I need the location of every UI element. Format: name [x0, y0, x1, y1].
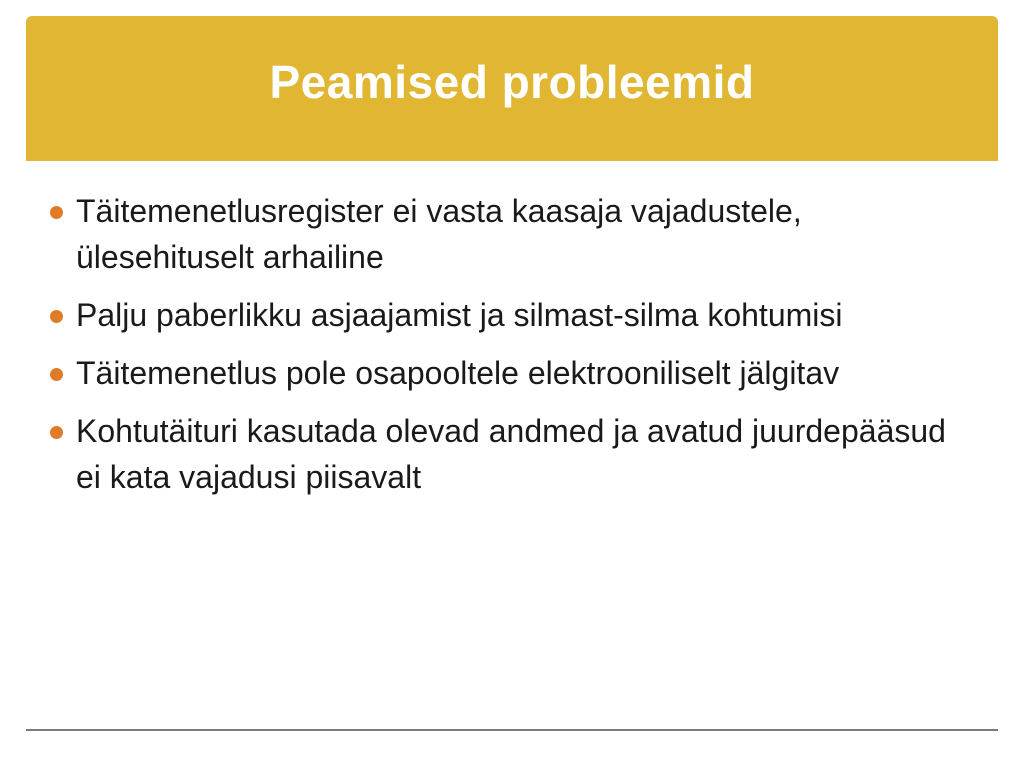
bullet-text: Kohtutäituri kasutada olevad andmed ja avatud juurdepääsud ei kata vajadusi piisavalt: [76, 413, 946, 495]
bullet-dot-icon: [50, 206, 63, 219]
title-bar: [26, 16, 998, 161]
bullet-item: [48, 408, 968, 500]
bullet-text: Täitemenetlus pole osapooltele elektrooniliselt jälgitav: [76, 355, 840, 391]
bullet-list: [48, 188, 968, 512]
bullet-item: [48, 188, 968, 280]
bullet-text: Täitemenetlusregister ei vasta kaasaja vajadustele, ülesehituselt arhailine: [76, 193, 802, 275]
bullet-dot-icon: [50, 368, 63, 381]
slide-title: Peamised probleemid: [269, 55, 755, 108]
bullet-text: Palju paberlikku asjaajamist ja silmast-silma kohtumisi: [76, 297, 843, 333]
bullet-dot-icon: [50, 310, 63, 323]
bullet-item: [48, 292, 968, 338]
bullet-item: [48, 350, 968, 396]
bullet-dot-icon: [50, 426, 63, 439]
footer-divider: [26, 729, 998, 731]
